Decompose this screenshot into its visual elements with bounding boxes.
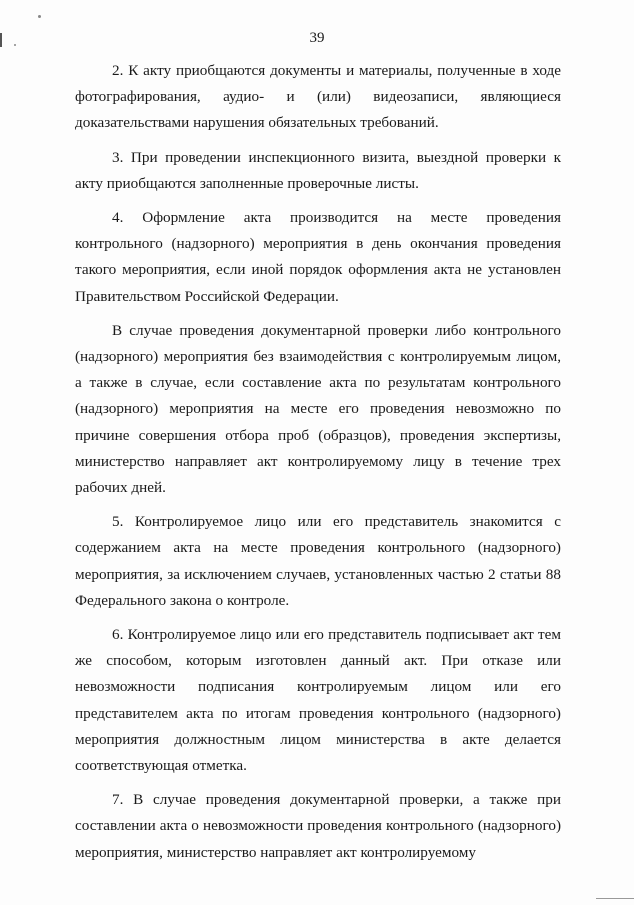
paragraph-6: 6. Контролируемое лицо или его представитель подписывает акт тем же способом, которым изготовлен данный акт. При отказе или невозможности подписания контролируемым лицом или его представителем акта по итогам проведения контрольного (надзорного) мероприятия должностным лицом министерства в акте делается соответствующая отметка. [75, 626, 561, 775]
scan-artifact-mark [596, 898, 634, 899]
page-number: 39 [309, 30, 325, 46]
paragraph-2: 2. К акту приобщаются документы и материалы, полученные в ходе фотографирования, аудио- и (или) видеозаписи, являющиеся доказательствами нарушения обязательных требований. [75, 62, 561, 132]
scan-artifact-dot [38, 15, 41, 18]
paragraph-4-continuation: В случае проведения документарной проверки либо контрольного (надзорного) мероприятия без взаимодействия с контролируемым лицом, а также в случае, если составление акта по результатам контрольного (надзорного) мероприятия на месте его проведения невозможно по причине совершения отбора проб (образцов), проведения экспертизы, министерство направляет акт контролируемому лицу в течение трех рабочих дней. [75, 321, 561, 497]
paragraph-4: 4. Оформление акта производится на месте проведения контрольного (надзорного) мероприятия в день окончания проведения такого мероприятия, если иной порядок оформления акта не установлен Правительством Российской Федерации. [75, 209, 561, 305]
paragraph-5: 5. Контролируемое лицо или его представитель знакомится с содержанием акта на месте проведения контрольного (надзорного) мероприятия, за исключением случаев, установленных частью 2 статьи 88 Федерального закона о контроле. [75, 513, 561, 609]
paragraph-3: 3. При проведении инспекционного визита, выездной проверки к акту приобщаются заполненные проверочные листы. [75, 148, 561, 192]
document-body [75, 58, 561, 866]
paragraph-7: 7. В случае проведения документарной проверки, а также при составлении акта о невозможности проведения контрольного (надзорного) мероприятия, министерство направляет акт контролируемому [75, 791, 561, 861]
